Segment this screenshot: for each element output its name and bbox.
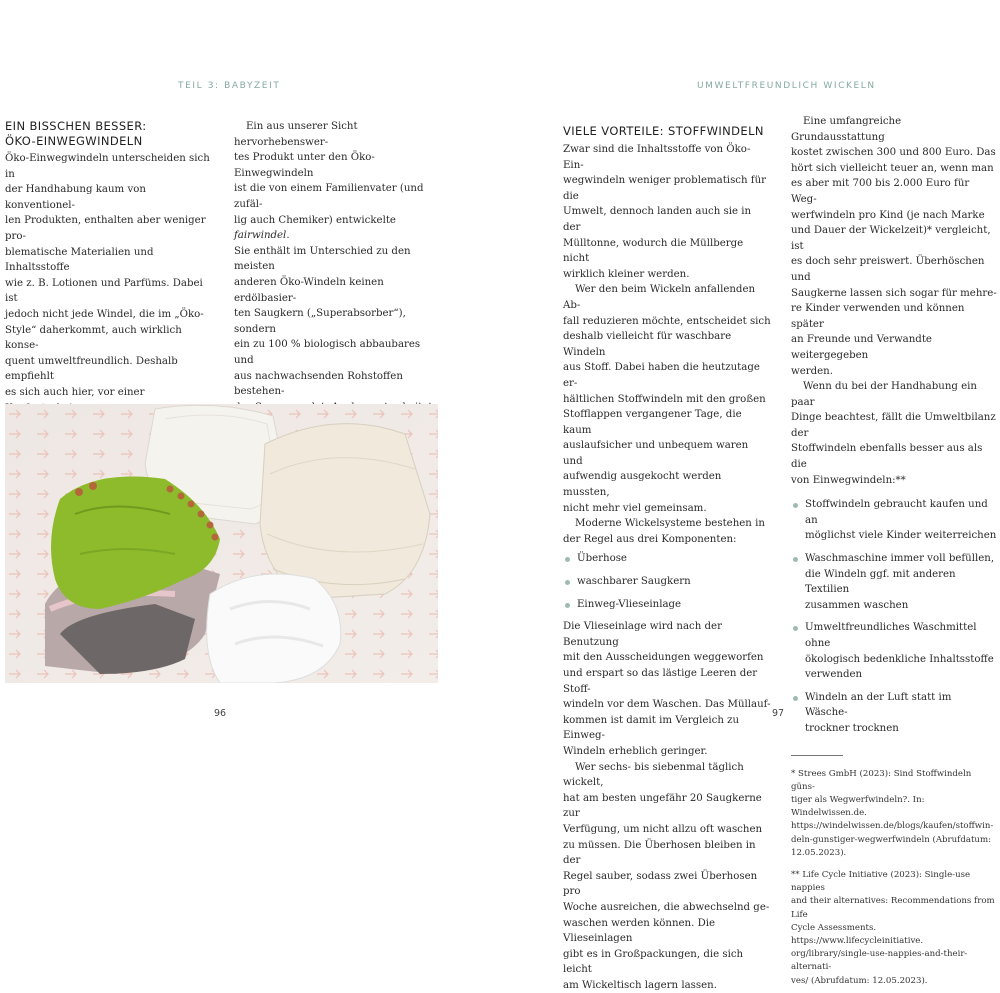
component-list xyxy=(563,551,771,612)
running-header-left: TEIL 3: BABYZEIT xyxy=(178,81,281,91)
paragraph: Moderne Wickelsysteme bestehen in der Regel aus drei Komponenten: xyxy=(563,518,765,545)
bullet-icon xyxy=(793,557,798,562)
section-heading-stoffwindeln: VIELE VORTEILE: STOFFWINDELN xyxy=(563,124,764,138)
bullet-icon xyxy=(565,580,570,585)
page-number-right: 97 xyxy=(772,708,785,719)
list-item: Stoffwindeln gebraucht kaufen und an möglichst viele Kinder weiterreichen xyxy=(791,497,997,544)
list-item: Windeln an der Luft statt im Wäsche- trockner trocknen xyxy=(791,690,997,737)
footnote-1: * Strees GmbH (2023): Sind Stoffwindeln güns- tiger als Wegwerfwindeln?. In: Windelwissen.de. https://windelwissen.de/blogs/kaufen/stoffwin- deln-gunstiger-wegwerfwindeln (Abrufdatum: 12.05.2023). xyxy=(791,768,994,858)
paragraph: Wer sechs- bis siebenmal täglich wickelt, hat am besten ungefähr 20 Saugkerne zur Verfügung, um nicht allzu oft waschen zu müssen. Die Überhosen bleiben in der Regel sauber, sodass zwei Überhosen pro Woche ausreichen, die abwechselnd ge- waschen werden können. Die Vlieseinlagen gibt es in Großpackungen, die sich leicht am Wickeltisch lagern lassen. xyxy=(563,761,770,991)
bullet-icon xyxy=(565,603,570,608)
running-header-right: UMWELTFREUNDLICH WICKELN xyxy=(697,81,876,91)
diaper-photo xyxy=(5,404,438,683)
section-heading-oeko: EIN BISSCHEN BESSER: ÖKO-EINWEGWINDELN xyxy=(5,119,147,148)
paragraph: Wer den beim Wickeln anfallenden Ab- fall reduzieren möchte, entscheidet sich deshalb vielleicht für waschbare Windeln aus Stoff. Dabei haben die heutzutage er- hältlichen Stoffwindeln mit den großen Stofflappen vergangener Tage, die kaum auslaufsicher und unbequem waren und aufwendig ausgekocht werden mussten, nicht mehr viel gemeinsam. xyxy=(563,284,771,514)
paragraph: Eine umfangreiche Grundausstattung kostet zwischen 300 und 800 Euro. Das hört sich vielleicht teuer an, wenn man es aber mit 700 bis 2.000 Euro für Weg- werfwindeln pro Kind (je nach Marke und Dauer der Wickelzeit)* vergleicht, ist es doch sehr preiswert. Überhöschen und Saugkerne lassen sich sogar für mehre- re Kinder verwenden und können später an Freunde und Verwandte weitergegeben werden. xyxy=(791,116,997,377)
list-item: Überhose xyxy=(563,551,771,567)
list-item: Umweltfreundliches Waschmittel ohne ökologisch bedenkliche Inhaltsstoffe verwenden xyxy=(791,620,997,682)
paragraph: Zwar sind die Inhaltsstoffe von Öko-Ein- wegwindeln weniger problematisch für die Umwelt, dennoch landen auch sie in der Mülltonne, wodurch die Müllberge nicht wirklich kleiner werden. xyxy=(563,144,766,280)
bullet-icon xyxy=(793,503,798,508)
paragraph: Öko-Einwegwindeln unterscheiden sich in der Handhabung kaum von konventionel- len Produkten, enthalten aber weniger pro- blematische Materialien und Inhaltsstoffe wie z. B. Lotionen und Parfüms. Dabei ist jedoch nicht jede Windel, die im „Öko- Style“ daherkommt, auch wirklich konse- quent umweltfreundlich. Deshalb empfiehlt es sich auch hier, vor einer xyxy=(5,153,210,398)
product-name-fairwindel: fairwindel xyxy=(234,230,287,242)
list-item: Einweg-Vlieseinlage xyxy=(563,597,771,613)
page-number-left: 96 xyxy=(214,708,227,719)
paragraph: Die Vlieseinlage wird nach der Benutzung mit den Ausscheidungen weggeworfen und erspart so das lästige Leeren der Stoff- windeln vor dem Waschen. Das Müllauf- kommen ist damit im Vergleich zu Einweg- Windeln erheblich geringer. xyxy=(563,621,771,757)
list-item: Waschmaschine immer voll befüllen, die Windeln ggf. mit anderen Textilien zusammen waschen xyxy=(791,551,997,613)
right-column-1 xyxy=(563,124,771,993)
footnote-divider xyxy=(791,755,843,756)
tips-list xyxy=(791,497,997,736)
list-item: waschbarer Saugkern xyxy=(563,574,771,590)
right-column-2 xyxy=(791,114,997,988)
paragraph: Ein aus unserer Sicht hervorhebenswer- tes Produkt unter den Öko-Einwegwindeln ist die von einem Familienvater (und zufäl- lig auch Chemiker) entwickelte fairwindel. Sie enthält im Unterschied zu den meisten anderen Öko-Windeln keinen erdölbasier- ten Saugkern („Superabsorber“), sondern ein zu 100 % biologisch abbaubares und aus nachwachsenden Rohstoffen bestehen- xyxy=(234,121,424,398)
bullet-icon xyxy=(565,557,570,562)
bullet-icon xyxy=(793,696,798,701)
footnote-2: ** Life Cycle Initiative (2023): Single-use nappies and their alternatives: Recommendations from Life Cycle Assessments. https://www.lifecycleinitiative. org/library/single-use-nappies-and-their-alternati- ves/ (Abrufdatum: 12.05.2023). xyxy=(791,869,995,986)
paragraph: Wenn du bei der Handhabung ein paar Dinge beachtest, fällt die Umweltbilanz der Stoffwindeln ebenfalls besser aus als die von Einwegwindeln:** xyxy=(791,381,996,486)
bullet-icon xyxy=(793,626,798,631)
